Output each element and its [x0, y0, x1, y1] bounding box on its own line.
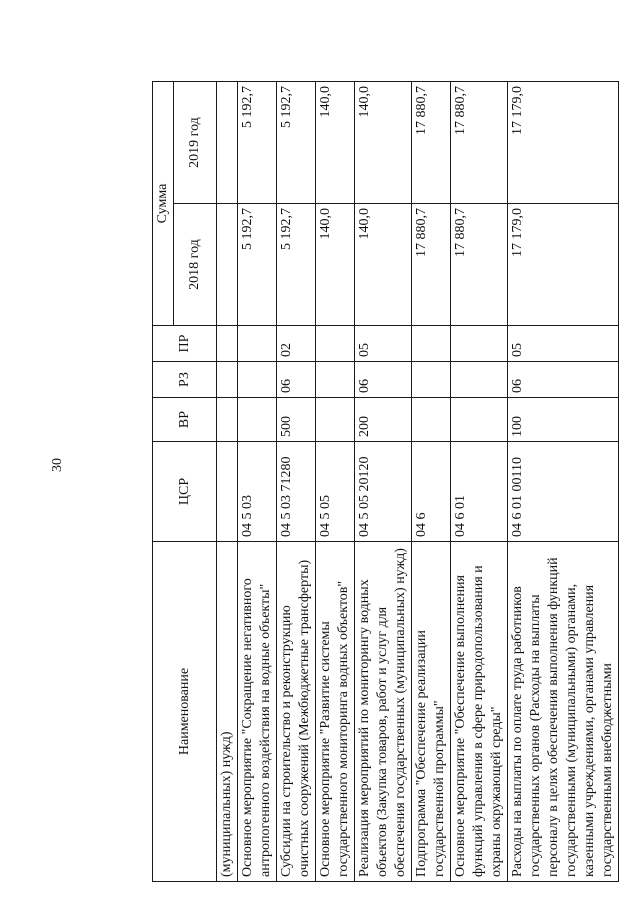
- row-vr: [238, 398, 277, 442]
- budget-table: [152, 81, 619, 882]
- row-name: Расходы на выплаты по оплате труда работников государственных органов (Расходы на выплаты персоналу в целях обеспечения выполнения функций государственными (муниципальными) органами, казенными учреждениями, органами управления государственными внебюджетными: [508, 542, 619, 882]
- header-year-2018: 2018 год: [174, 204, 217, 326]
- row-pr: 05: [508, 326, 619, 362]
- row-name: Основное мероприятие "Обеспечение выполнения функций управления в сфере природопользования и охраны окружающей среды": [451, 542, 508, 882]
- row-sum-2019: 17 880,7: [412, 82, 451, 204]
- header-csr: ЦСР: [153, 442, 217, 542]
- row-rz: [316, 362, 355, 398]
- header-name: Наименование: [153, 542, 217, 882]
- row-vr: [412, 398, 451, 442]
- table-row: [508, 82, 619, 882]
- row-sum-2019: 5 192,7: [238, 82, 277, 204]
- row-rz: 06: [277, 362, 316, 398]
- row-sum-2019: 140,0: [355, 82, 412, 204]
- row-sum-2018: 140,0: [355, 204, 412, 326]
- row-sum-2018: [217, 204, 238, 326]
- row-rz: 06: [508, 362, 619, 398]
- row-name: (муниципальных) нужд): [217, 542, 238, 882]
- row-rz: [451, 362, 508, 398]
- row-csr: 04 5 03 71280: [277, 442, 316, 542]
- row-rz: [217, 362, 238, 398]
- row-sum-2018: 140,0: [316, 204, 355, 326]
- row-sum-2019: 17 179,0: [508, 82, 619, 204]
- row-rz: [412, 362, 451, 398]
- row-name: Подпрограмма "Обеспечение реализации государственной программы": [412, 542, 451, 882]
- row-csr: 04 5 05 20120: [355, 442, 412, 542]
- row-sum-2018: 17 179,0: [508, 204, 619, 326]
- row-name: Реализация мероприятий по мониторингу водных объектов (Закупка товаров, работ и услуг для обеспечения государственных (муниципальных) нужд): [355, 542, 412, 882]
- row-csr: 04 5 05: [316, 442, 355, 542]
- row-sum-2019: 17 880,7: [451, 82, 508, 204]
- row-pr: [451, 326, 508, 362]
- table-row: [277, 82, 316, 882]
- row-vr: 100: [508, 398, 619, 442]
- row-vr: [316, 398, 355, 442]
- header-pr: ПР: [153, 326, 217, 362]
- row-sum-2018: 17 880,7: [412, 204, 451, 326]
- header-year-2019: 2019 год: [174, 82, 217, 204]
- row-vr: [217, 398, 238, 442]
- row-csr: 04 6 01 00110: [508, 442, 619, 542]
- row-pr: [412, 326, 451, 362]
- row-sum-2018: 5 192,7: [238, 204, 277, 326]
- row-name: Субсидии на строительство и реконструкцию очистных сооружений (Межбюджетные трансферты): [277, 542, 316, 882]
- row-sum-2019: 5 192,7: [277, 82, 316, 204]
- row-pr: [217, 326, 238, 362]
- header-vr: ВР: [153, 398, 217, 442]
- row-rz: 06: [355, 362, 412, 398]
- table-row: [238, 82, 277, 882]
- table-row: [451, 82, 508, 882]
- row-pr: [238, 326, 277, 362]
- row-name: Основное мероприятие "Сокращение негативного антропогенного воздействия на водные объекты": [238, 542, 277, 882]
- row-vr: [451, 398, 508, 442]
- rotated-table-container: [152, 82, 632, 882]
- table-row: [316, 82, 355, 882]
- row-pr: 05: [355, 326, 412, 362]
- table-row: [412, 82, 451, 882]
- row-pr: 02: [277, 326, 316, 362]
- row-sum-2019: 140,0: [316, 82, 355, 204]
- row-sum-2018: 17 880,7: [451, 204, 508, 326]
- row-csr: 04 5 03: [238, 442, 277, 542]
- row-vr: 500: [277, 398, 316, 442]
- row-pr: [316, 326, 355, 362]
- row-sum-2018: 5 192,7: [277, 204, 316, 326]
- row-vr: 200: [355, 398, 412, 442]
- header-sum: Сумма: [153, 82, 174, 326]
- table-row: [217, 82, 238, 882]
- row-csr: 04 6: [412, 442, 451, 542]
- table-row: [355, 82, 412, 882]
- row-name: Основное мероприятие "Развитие системы государственного мониторинга водных объектов": [316, 542, 355, 882]
- row-csr: [217, 442, 238, 542]
- page-number: 30: [50, 458, 65, 472]
- row-csr: 04 6 01: [451, 442, 508, 542]
- row-sum-2019: [217, 82, 238, 204]
- row-rz: [238, 362, 277, 398]
- header-rz: РЗ: [153, 362, 217, 398]
